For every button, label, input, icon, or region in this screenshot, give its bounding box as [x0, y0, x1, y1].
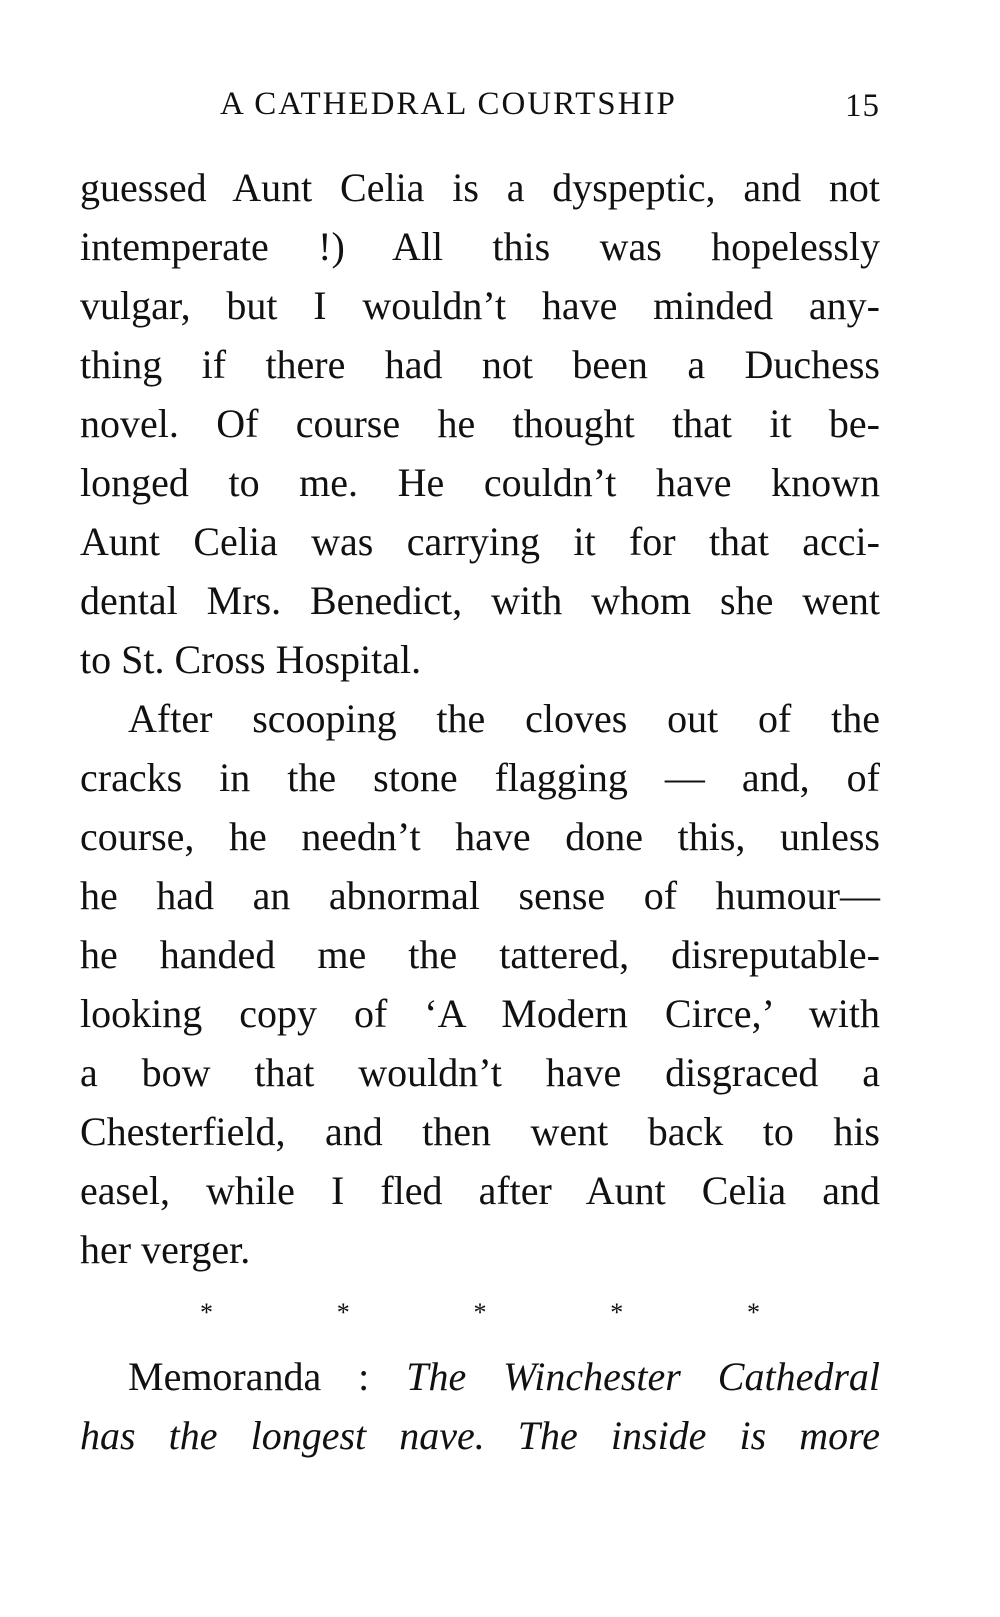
text-line: thing if there had not been a Duchess: [80, 342, 880, 387]
asterisk: *: [473, 1298, 487, 1327]
text-line: he handed me the tattered, disreputable-: [80, 932, 880, 977]
text-line: a bow that wouldn’t have disgraced a: [80, 1050, 880, 1095]
text-line: intemperate !) All this was hopelessly: [80, 224, 880, 269]
memoranda-line-1: [80, 1347, 880, 1406]
memoranda-line-2: has the longest nave. The inside is more: [80, 1413, 880, 1458]
memoranda: [80, 1347, 880, 1465]
text-line: vulgar, but I wouldn’t have minded any-: [80, 283, 880, 328]
text-line: longed to me. He couldn’t have known: [80, 460, 880, 505]
text-line: After scooping the cloves out of the: [128, 696, 880, 741]
asterisk: *: [336, 1298, 350, 1327]
page-number: 15: [845, 88, 880, 124]
text-line: course, he needn’t have done this, unless: [80, 814, 880, 859]
paragraph-2: [80, 689, 880, 1279]
text-line: to St. Cross Hospital.: [80, 637, 422, 682]
text-line: dental Mrs. Benedict, with whom she went: [80, 578, 880, 623]
text-line: looking copy of ‘A Modern Circe,’ with: [80, 991, 880, 1036]
text-line: Aunt Celia was carrying it for that acci-: [80, 519, 880, 564]
running-title: A CATHEDRAL COURTSHIP: [220, 86, 677, 122]
section-separator: [80, 1279, 880, 1347]
text-line: guessed Aunt Celia is a dyspeptic, and not: [80, 165, 880, 210]
text-line: novel. Of course he thought that it be-: [80, 401, 880, 446]
text-line: Chesterfield, and then went back to his: [80, 1109, 880, 1154]
paragraph-1: [80, 158, 880, 689]
asterisk: *: [610, 1298, 624, 1327]
memoranda-text: The Winchester Cathedral: [406, 1354, 881, 1399]
text-line: her verger.: [80, 1227, 251, 1272]
text-line: he had an abnormal sense of humour—: [80, 873, 880, 918]
running-head: [80, 86, 880, 136]
text-line: easel, while I fled after Aunt Celia and: [80, 1168, 880, 1213]
memoranda-label: Memoranda :: [128, 1354, 370, 1399]
text-line: cracks in the stone flagging — and, of: [80, 755, 880, 800]
asterisk: *: [200, 1298, 213, 1327]
asterisk: *: [747, 1298, 760, 1327]
body-text: [80, 158, 880, 1465]
